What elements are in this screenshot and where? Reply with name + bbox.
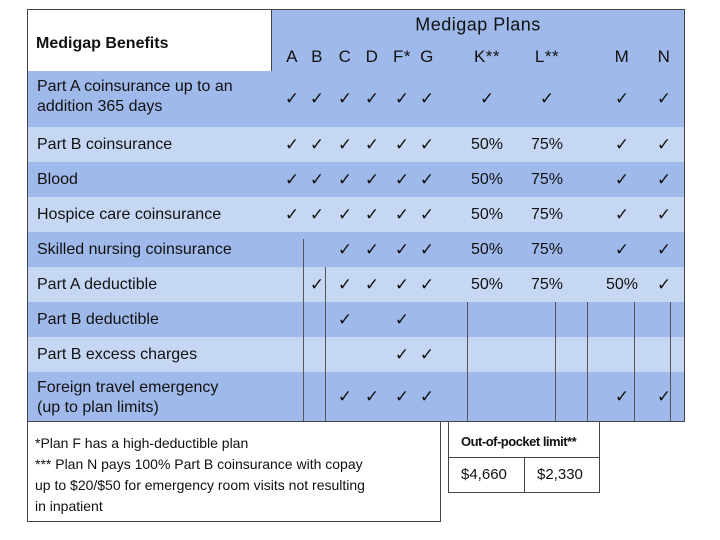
column-divider xyxy=(325,267,326,421)
plan-letter-f: F* xyxy=(393,47,411,66)
percent-value: 75% xyxy=(530,275,564,293)
plan-letter-g: G xyxy=(420,47,434,66)
check-icon: ✓ xyxy=(394,344,410,364)
percent-value: 50% xyxy=(470,205,504,223)
benefit-label xyxy=(37,170,78,190)
column-divider xyxy=(303,239,304,421)
benefits-title: Medigap Benefits xyxy=(36,35,169,52)
benefit-label xyxy=(37,77,233,117)
percent-value: 75% xyxy=(530,135,564,153)
footnote-line: *Plan F has a high-deductible plan xyxy=(35,435,249,451)
check-icon: ✓ xyxy=(364,89,380,108)
check-icon: ✓ xyxy=(284,204,300,224)
check-icon: ✓ xyxy=(337,134,353,154)
check-icon: ✓ xyxy=(614,89,630,108)
check-icon: ✓ xyxy=(419,386,435,406)
check-icon: ✓ xyxy=(364,134,380,154)
check-icon: ✓ xyxy=(364,386,380,406)
check-icon: ✓ xyxy=(614,169,630,189)
plan-letter-a: A xyxy=(286,47,298,66)
benefit-label-line: Part B excess charges xyxy=(37,345,198,363)
plan-letter-m: M xyxy=(614,47,630,66)
check-icon: ✓ xyxy=(394,274,410,294)
check-icon: ✓ xyxy=(364,204,380,224)
check-icon: ✓ xyxy=(419,134,435,154)
check-icon: ✓ xyxy=(364,169,380,189)
plan-letter-l: L** xyxy=(534,47,560,66)
check-icon: ✓ xyxy=(479,89,495,108)
oop-k-value: $4,660 xyxy=(461,466,507,483)
plan-cells-row xyxy=(271,337,685,372)
plans-title: Medigap Plans xyxy=(415,14,541,35)
check-icon: ✓ xyxy=(364,274,380,294)
check-icon: ✓ xyxy=(284,89,300,108)
check-icon: ✓ xyxy=(394,169,410,189)
benefit-label-line: Part A deductible xyxy=(37,275,158,293)
benefit-label-line: Hospice care coinsurance xyxy=(37,205,222,223)
check-icon: ✓ xyxy=(656,274,672,294)
benefit-label xyxy=(37,378,218,418)
check-icon: ✓ xyxy=(394,309,410,329)
benefits-header-cell xyxy=(27,9,271,71)
plan-cells-row xyxy=(271,302,685,337)
benefit-label-line: Part B deductible xyxy=(37,310,159,328)
check-icon: ✓ xyxy=(419,89,435,108)
check-icon: ✓ xyxy=(337,89,353,108)
footnote-line: in inpatient xyxy=(35,498,103,514)
check-icon: ✓ xyxy=(364,239,380,259)
check-icon: ✓ xyxy=(284,169,300,189)
benefit-label xyxy=(37,345,197,365)
benefit-label-cell xyxy=(27,267,271,302)
check-icon: ✓ xyxy=(419,204,435,224)
check-icon: ✓ xyxy=(419,274,435,294)
oop-l-value: $2,330 xyxy=(537,466,583,483)
plan-letter-c: C xyxy=(338,47,352,66)
check-icon: ✓ xyxy=(284,134,300,154)
check-icon: ✓ xyxy=(337,274,353,294)
check-icon: ✓ xyxy=(309,274,325,294)
check-icon: ✓ xyxy=(309,134,325,154)
oop-l-cell xyxy=(524,457,600,493)
check-icon: ✓ xyxy=(656,89,672,108)
benefit-label-line: Blood xyxy=(37,170,78,188)
oop-k-cell xyxy=(448,457,524,493)
percent-value: 50% xyxy=(470,275,504,293)
benefit-label xyxy=(37,240,232,260)
benefit-label-cell xyxy=(27,197,271,232)
plan-letter-d: D xyxy=(365,47,379,66)
percent-value: 75% xyxy=(530,240,564,258)
check-icon: ✓ xyxy=(614,239,630,259)
check-icon: ✓ xyxy=(539,89,555,108)
benefit-label-cell xyxy=(27,162,271,197)
column-divider xyxy=(670,302,671,421)
benefit-label xyxy=(37,275,157,295)
check-icon: ✓ xyxy=(419,239,435,259)
benefit-label-line: Foreign travel emergency xyxy=(37,379,219,396)
percent-value: 50% xyxy=(470,240,504,258)
benefit-label-cell xyxy=(27,302,271,337)
column-divider xyxy=(555,302,556,421)
footnote-line: up to $20/$50 for emergency room visits not resulting xyxy=(35,477,365,493)
check-icon: ✓ xyxy=(394,204,410,224)
column-divider xyxy=(634,302,635,421)
benefit-label-cell xyxy=(27,372,271,421)
check-icon: ✓ xyxy=(656,204,672,224)
benefit-label-cell xyxy=(27,71,271,127)
percent-value: 75% xyxy=(530,170,564,188)
benefit-label xyxy=(37,205,221,225)
percent-value: 50% xyxy=(470,170,504,188)
check-icon: ✓ xyxy=(614,134,630,154)
check-icon: ✓ xyxy=(309,169,325,189)
column-divider xyxy=(587,302,588,421)
medigap-comparison-table xyxy=(27,9,685,522)
check-icon: ✓ xyxy=(614,204,630,224)
check-icon: ✓ xyxy=(394,239,410,259)
check-icon: ✓ xyxy=(309,204,325,224)
footnote-box xyxy=(27,421,441,522)
check-icon: ✓ xyxy=(309,89,325,108)
benefit-label-cell xyxy=(27,127,271,162)
check-icon: ✓ xyxy=(656,169,672,189)
percent-value: 75% xyxy=(530,205,564,223)
benefit-label xyxy=(37,135,172,155)
percent-value: 50% xyxy=(605,275,639,293)
check-icon: ✓ xyxy=(394,89,410,108)
benefit-label-cell xyxy=(27,337,271,372)
benefit-label-line: Part A coinsurance up to an xyxy=(37,78,233,95)
column-divider xyxy=(467,302,468,421)
check-icon: ✓ xyxy=(656,134,672,154)
check-icon: ✓ xyxy=(394,134,410,154)
plan-letter-b: B xyxy=(311,47,323,66)
plan-letter-k: K** xyxy=(473,47,501,66)
check-icon: ✓ xyxy=(419,344,435,364)
plan-letter-n: N xyxy=(657,47,671,66)
oop-title: Out-of-pocket limit** xyxy=(461,434,577,449)
check-icon: ✓ xyxy=(394,386,410,406)
check-icon: ✓ xyxy=(656,386,672,406)
percent-value: 50% xyxy=(470,135,504,153)
check-icon: ✓ xyxy=(656,239,672,259)
benefit-label-line: Part B coinsurance xyxy=(37,135,173,153)
oop-title-cell xyxy=(448,421,600,457)
benefit-label-line: addition 365 days xyxy=(37,98,163,115)
check-icon: ✓ xyxy=(337,386,353,406)
benefit-label-line: Skilled nursing coinsurance xyxy=(37,240,232,258)
check-icon: ✓ xyxy=(419,169,435,189)
footnote-line: *** Plan N pays 100% Part B coinsurance with copay xyxy=(35,456,363,472)
check-icon: ✓ xyxy=(614,386,630,406)
check-icon: ✓ xyxy=(337,169,353,189)
benefit-label xyxy=(37,310,159,330)
check-icon: ✓ xyxy=(337,239,353,259)
check-icon: ✓ xyxy=(337,204,353,224)
benefit-label-cell xyxy=(27,232,271,267)
check-icon: ✓ xyxy=(337,309,353,329)
benefit-label-line: (up to plan limits) xyxy=(37,399,159,416)
